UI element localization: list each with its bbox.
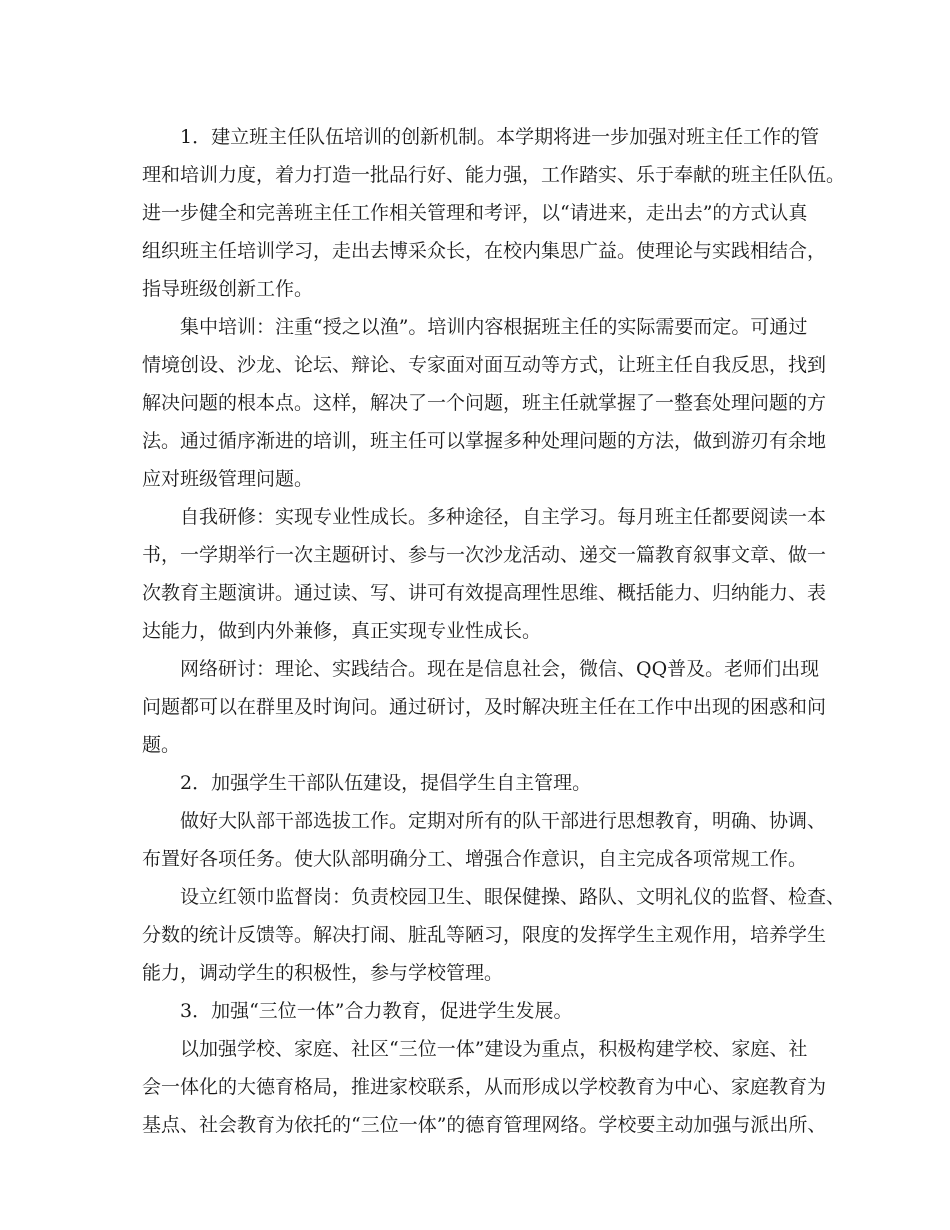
text-line: 进一步健全和完善班主任工作相关管理和考评，以“请进来，走出去”的方式认真 — [142, 202, 808, 224]
text-line: 3．加强“三位一体”合力教育，促进学生发展。 — [180, 1000, 573, 1022]
text-line: 法。通过循序渐进的培训，班主任可以掌握多种处理问题的方法，做到游刃有余地 — [142, 430, 827, 452]
text-line: 设立红领巾监督岗：负责校园卫生、眼保健操、路队、文明礼仪的监督、检查、 — [180, 886, 846, 908]
text-line: 分数的统计反馈等。解决打闹、脏乱等陋习，限度的发挥学生主观作用，培养学生 — [142, 924, 827, 946]
text-line: 集中培训：注重“授之以渔”。培训内容根据班主任的实际需要而定。可通过 — [180, 316, 808, 338]
text-line: 达能力，做到内外兼修，真正实现专业性成长。 — [142, 620, 542, 642]
text-line: 能力，调动学生的积极性，参与学校管理。 — [142, 962, 504, 984]
text-line: 解决问题的根本点。这样，解决了一个问题，班主任就掌握了一整套处理问题的方 — [142, 392, 827, 414]
text-line: 自我研修：实现专业性成长。多种途径，自主学习。每月班主任都要阅读一本 — [180, 506, 827, 528]
text-line: 指导班级创新工作。 — [142, 278, 314, 300]
text-line: 理和培训力度，着力打造一批品行好、能力强，工作踏实、乐于奉献的班主任队伍。 — [142, 164, 846, 186]
text-line: 次教育主题演讲。通过读、写、讲可有效提高理性思维、概括能力、归纳能力、表 — [142, 582, 827, 604]
text-line: 网络研讨：理论、实践结合。现在是信息社会，微信、QQ普及。老师们出现 — [180, 658, 820, 680]
text-line: 2．加强学生干部队伍建设，提倡学生自主管理。 — [180, 772, 592, 794]
text-line: 会一体化的大德育格局，推进家校联系，从而形成以学校教育为中心、家庭教育为 — [142, 1076, 827, 1098]
text-line: 题。 — [142, 734, 181, 756]
text-line: 做好大队部干部选拔工作。定期对所有的队干部进行思想教育，明确、协调、 — [180, 810, 827, 832]
text-line: 问题都可以在群里及时询问。通过研讨，及时解决班主任在工作中出现的困惑和问 — [142, 696, 827, 718]
document-body — [142, 118, 846, 1144]
text-line: 基点、社会教育为依托的“三位一体”的德育管理网络。学校要主动加强与派出所、 — [142, 1114, 827, 1136]
text-line: 情境创设、沙龙、论坛、辩论、专家面对面互动等方式，让班主任自我反思，找到 — [142, 354, 827, 376]
text-line: 书，一学期举行一次主题研讨、参与一次沙龙活动、递交一篇教育叙事文章、做一 — [142, 544, 827, 566]
text-line: 1．建立班主任队伍培训的创新机制。本学期将进一步加强对班主任工作的管 — [180, 126, 820, 148]
text-line: 布置好各项任务。使大队部明确分工、增强合作意识，自主完成各项常规工作。 — [142, 848, 808, 870]
text-line: 以加强学校、家庭、社区“三位一体”建设为重点，积极构建学校、家庭、社 — [180, 1038, 808, 1060]
text-line: 组织班主任培训学习，走出去博采众长，在校内集思广益。使理论与实践相结合， — [142, 240, 827, 262]
text-line: 应对班级管理问题。 — [142, 468, 314, 490]
